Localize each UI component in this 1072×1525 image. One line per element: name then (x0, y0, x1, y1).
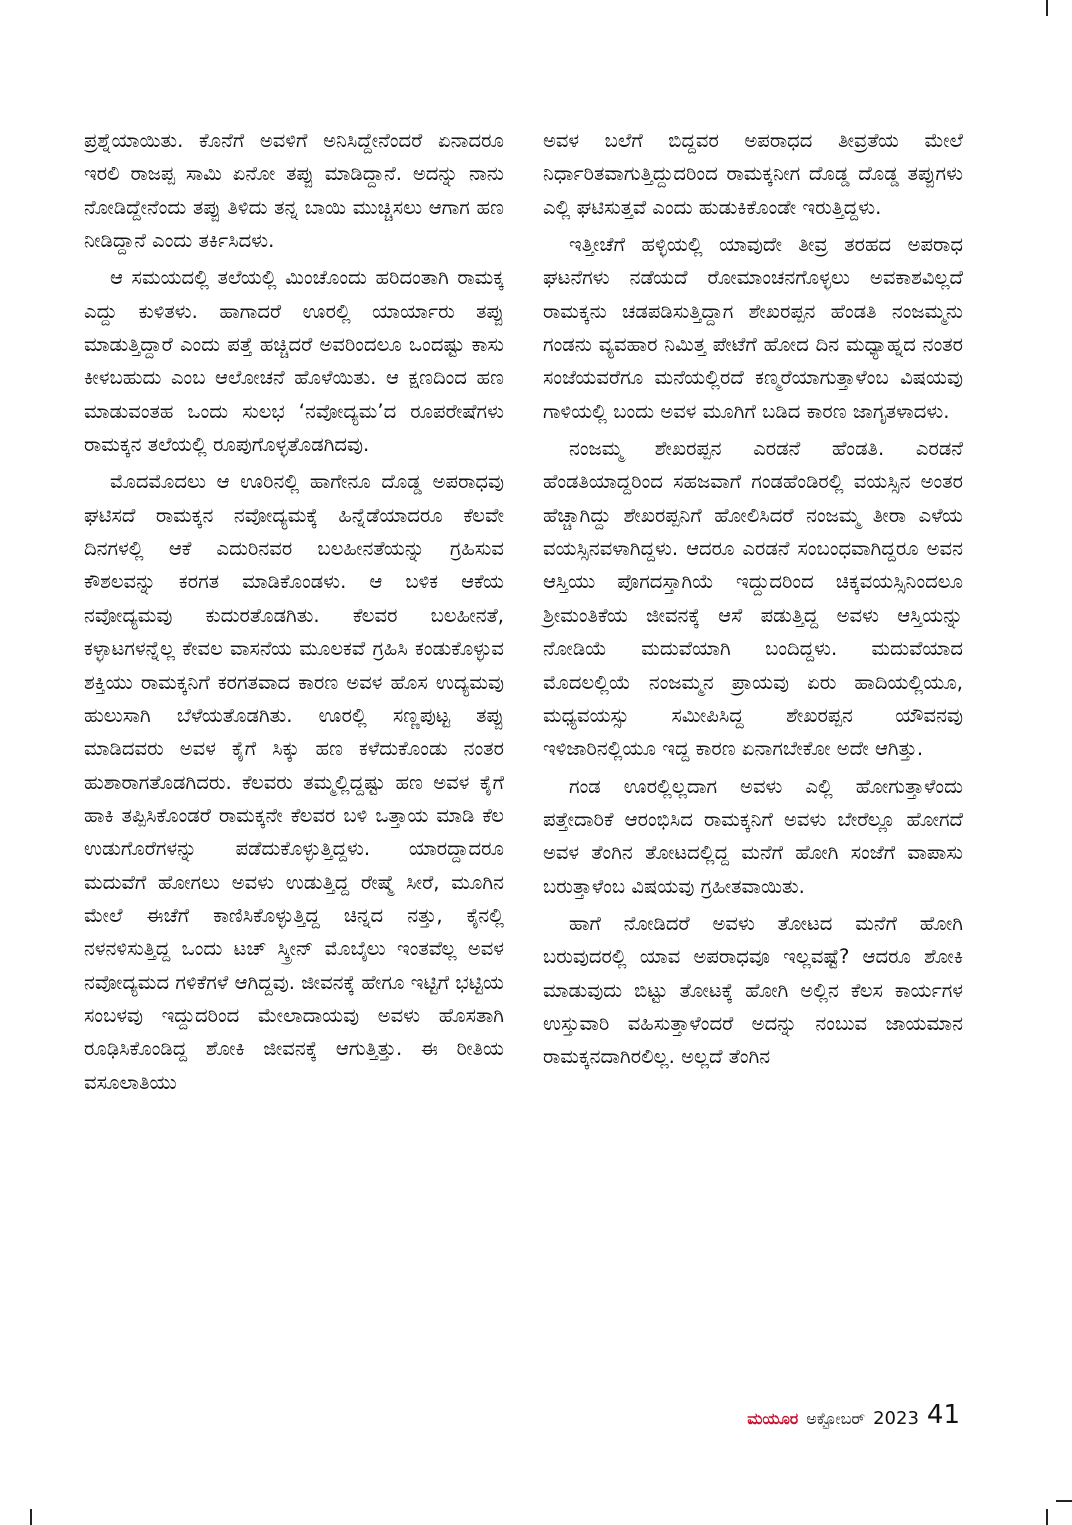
paragraph: ಅವಳ ಬಲೆಗೆ ಬಿದ್ದವರ ಅಪರಾಧದ ತೀವ್ರತೆಯ ಮೇಲೆ ನಿರ್ಧಾರಿತವಾಗುತ್ತಿದ್ದುದರಿಂದ ರಾಮಕ್ಕನೀಗ ದೊಡ್ಡ ದೊಡ್ಡ ತಪ್ಪುಗಳು ಎಲ್ಲಿ ಘಟಿಸುತ್ತವೆ ಎಂದು ಹುಡುಕಿಕೊಂಡೇ ಇರುತ್ತಿದ್ದಳು. (543, 129, 963, 219)
paragraph: ಗಂಡ ಊರಲ್ಲಿಲ್ಲದಾಗ ಅವಳು ಎಲ್ಲಿ ಹೋಗುತ್ತಾಳೆಂದು ಪತ್ತೇದಾರಿಕೆ ಆರಂಭಿಸಿದ ರಾಮಕ್ಕನಿಗೆ ಅವಳು ಬೇರೆಲ್ಲೂ ಹೋಗದೆ ಅವಳ ತೆಂಗಿನ ತೋಟದಲ್ಲಿದ್ದ ಮನೆಗೆ ಹೋಗಿ ಸಂಜೆಗೆ ವಾಪಾಸು ಬರುತ್ತಾಳೆಂಬ ವಿಷಯವು ಗ್ರಹೀತವಾಯಿತು. (543, 774, 963, 898)
crop-mark (1046, 1509, 1048, 1525)
page-number: 41 (926, 1400, 960, 1430)
paragraph: ಹಾಗೆ ನೋಡಿದರೆ ಅವಳು ತೋಟದ ಮನೆಗೆ ಹೋಗಿ ಬರುವುದರಲ್ಲಿ ಯಾವ ಅಪರಾಧವೂ ಇಲ್ಲವಷ್ಟೆ? ಆದರೂ ಶೋಕಿ ಮಾಡುವುದು ಬಿಟ್ಟು ತೋಟಕ್ಕೆ ಹೋಗಿ ಅಲ್ಲಿನ ಕೆಲಸ ಕಾರ್ಯಗಳ ಉಸ್ತುವಾರಿ ವಹಿಸುತ್ತಾಳೆಂದರೆ ಅದನ್ನು ನಂಬುವ ಜಾಯಮಾನ ರಾಮಕ್ಕನದಾಗಿರಲಿಲ್ಲ. ಅಲ್ಲದೆ ತೆಂಗಿನ (543, 911, 963, 1069)
crop-mark (1046, 0, 1048, 16)
left-column (84, 124, 504, 1103)
issue-month: ಅಕ್ಟೋಬರ್ (806, 1409, 866, 1428)
crop-mark (30, 1509, 32, 1525)
crop-mark (1056, 1500, 1072, 1502)
paragraph: ಇತ್ತೀಚೆಗೆ ಹಳ್ಳಿಯಲ್ಲಿ ಯಾವುದೇ ತೀವ್ರ ತರಹದ ಅಪರಾಧ ಘಟನೆಗಳು ನಡೆಯದೆ ರೋಮಾಂಚನಗೊಳ್ಳಲು ಅವಕಾಶವಿಲ್ಲದೆ ರಾಮಕ್ಕನು ಚಡಪಡಿಸುತ್ತಿದ್ದಾಗ ಶೇಖರಪ್ಪನ ಹೆಂಡತಿ ನಂಜಮ್ಮನು ಗಂಡನು ವ್ಯವಹಾರ ನಿಮಿತ್ತ ಪೇಟೆಗೆ ಹೋದ ದಿನ ಮಧ್ಯಾಹ್ನದ ನಂತರ ಸಂಜೆಯವರೆಗೂ ಮನೆಯಲ್ಲಿರದೆ ಕಣ್ಮರೆಯಾಗುತ್ತಾಳೆಂಬ ವಿಷಯವು ಗಾಳಿಯಲ್ಲಿ ಬಂದು ಅವಳ ಮೂಗಿಗೆ ಬಡಿದ ಕಾರಣ ಜಾಗೃತಳಾದಳು. (543, 233, 963, 423)
issue-year: 2023 (873, 1408, 919, 1429)
magazine-name: ಮಯೂರ (747, 1409, 799, 1428)
paragraph: ಆ ಸಮಯದಲ್ಲಿ ತಲೆಯಲ್ಲಿ ಮಿಂಚೊಂದು ಹರಿದಂತಾಗಿ ರಾಮಕ್ಕ ಎದ್ದು ಕುಳಿತಳು. ಹಾಗಾದರೆ ಊರಲ್ಲಿ ಯಾರ್ಯಾರು ತಪ್ಪು ಮಾಡುತ್ತಿದ್ದಾರೆ ಎಂದು ಪತ್ತೆ ಹಚ್ಚಿದರೆ ಅವರಿಂದಲೂ ಒಂದಷ್ಟು ಕಾಸು ಕೀಳಬಹುದು ಎಂಬ ಆಲೋಚನೆ ಹೊಳೆಯಿತು. ಆ ಕ್ಷಣದಿಂದ ಹಣ ಮಾಡುವಂತಹ ಒಂದು ಸುಲಭ ‘ನವೋದ್ಯಮ’ದ ರೂಪರೇಷೆಗಳು ರಾಮಕ್ಕನ ತಲೆಯಲ್ಲಿ ರೂಪುಗೊಳ್ಳತೊಡಗಿದವು. (84, 266, 504, 457)
page-footer (700, 1393, 960, 1429)
paragraph: ಪ್ರಶ್ನೆಯಾಯಿತು. ಕೊನೆಗೆ ಅವಳಿಗೆ ಅನಿಸಿದ್ದೇನೆಂದರೆ ಏನಾದರೂ ಇರಲಿ ರಾಜಪ್ಪ ಸಾಮಿ ಏನೋ ತಪ್ಪು ಮಾಡಿದ್ದಾನೆ. ಅದನ್ನು ನಾನು ನೋಡಿದ್ದೇನೆಂದು ತಪ್ಪು ತಿಳಿದು ತನ್ನ ಬಾಯಿ ಮುಚ್ಚಿಸಲು ಆಗಾಗ ಹಣ ನೀಡಿದ್ದಾನೆ ಎಂದು ತರ್ಕಿಸಿದಳು. (84, 129, 504, 253)
paragraph: ಮೊದಮೊದಲು ಆ ಊರಿನಲ್ಲಿ ಹಾಗೇನೂ ದೊಡ್ಡ ಅಪರಾಧವು ಘಟಿಸದೆ ರಾಮಕ್ಕನ ನವೋದ್ಯಮಕ್ಕೆ ಹಿನ್ನೆಡೆಯಾದರೂ ಕೆಲವೇ ದಿನಗಳಲ್ಲಿ ಆಕೆ ಎದುರಿನವರ ಬಲಹೀನತೆಯನ್ನು ಗ್ರಹಿಸುವ ಕೌಶಲವನ್ನು ಕರಗತ ಮಾಡಿಕೊಂಡಳು. ಆ ಬಳಿಕ ಆಕೆಯ ನವೋದ್ಯಮವು ಕುದುರತೊಡಗಿತು. ಕೆಲವರ ಬಲಹೀನತೆ, ಕಳ್ಳಾಟಗಳನ್ನೆಲ್ಲ ಕೇವಲ ವಾಸನೆಯ ಮೂಲಕವೆ ಗ್ರಹಿಸಿ ಕಂಡುಕೊಳ್ಳುವ ಶಕ್ತಿಯು ರಾಮಕ್ಕನಿಗೆ ಕರಗತವಾದ ಕಾರಣ ಅವಳ ಹೊಸ ಉದ್ಯಮವು ಹುಲುಸಾಗಿ ಬೆಳೆಯತೊಡಗಿತು. ಊರಲ್ಲಿ ಸಣ್ಣಪುಟ್ಟ ತಪ್ಪು ಮಾಡಿದವರು ಅವಳ ಕೈಗೆ ಸಿಕ್ಕು ಹಣ ಕಳೆದುಕೊಂಡು ನಂತರ ಹುಶಾರಾಗತೊಡಗಿದರು. ಕೆಲವರು ತಮ್ಮಲ್ಲಿದ್ದಷ್ಟು ಹಣ ಅವಳ ಕೈಗೆ ಹಾಕಿ ತಪ್ಪಿಸಿಕೊಂಡರೆ ರಾಮಕ್ಕನೇ ಕೆಲವರ ಬಳಿ ಒತ್ತಾಯ ಮಾಡಿ ಕೆಲ ಉಡುಗೊರೆಗಳನ್ನು ಪಡೆದುಕೊಳ್ಳುತ್ತಿದ್ದಳು. ಯಾರದ್ದಾದರೂ ಮದುವೆಗೆ ಹೋಗಲು ಅವಳು ಉಡುತ್ತಿದ್ದ ರೇಷ್ಮೆ ಸೀರೆ, ಮೂಗಿನ ಮೇಲೆ ಈಚೆಗೆ ಕಾಣಿಸಿಕೊಳ್ಳುತ್ತಿದ್ದ ಚಿನ್ನದ ನತ್ತು, ಕೈನಲ್ಲಿ ನಳನಳಿಸುತ್ತಿದ್ದ ಒಂದು ಟಚ್ ಸ್ಕ್ರೀನ್ ಮೊಬೈಲು ಇಂತವೆಲ್ಲ ಅವಳ ನವೋದ್ಯಮದ ಗಳಿಕೆಗಳೆ ಆಗಿದ್ದವು. ಜೀವನಕ್ಕೆ ಹೇಗೂ ಇಟ್ಟಿಗೆ ಭಟ್ಟಿಯ ಸಂಬಳವು ಇದ್ದುದರಿಂದ ಮೇಲಾದಾಯವು ಅವಳು ಹೊಸತಾಗಿ ರೂಢಿಸಿಕೊಂಡಿದ್ದ ಶೋಕಿ ಜೀವನಕ್ಕೆ ಆಗುತ್ತಿತ್ತು. ಈ ರೀತಿಯ ವಸೂಲಾತಿಯು (84, 470, 504, 1094)
paragraph: ನಂಜಮ್ಮ ಶೇಖರಪ್ಪನ ಎರಡನೆ ಹೆಂಡತಿ. ಎರಡನೆ ಹೆಂಡತಿಯಾದ್ದರಿಂದ ಸಹಜವಾಗೆ ಗಂಡಹೆಂಡಿರಲ್ಲಿ ವಯಸ್ಸಿನ ಅಂತರ ಹೆಚ್ಚಾಗಿದ್ದು ಶೇಖರಪ್ಪನಿಗೆ ಹೋಲಿಸಿದರೆ ನಂಜಮ್ಮ ತೀರಾ ಎಳೆಯ ವಯಸ್ಸಿನವಳಾಗಿದ್ದಳು. ಆದರೂ ಎರಡನೆ ಸಂಬಂಧವಾಗಿದ್ದರೂ ಅವನ ಆಸ್ತಿಯು ಪೊಗದಸ್ತಾಗಿಯೆ ಇದ್ದುದರಿಂದ ಚಿಕ್ಕವಯಸ್ಸಿನಿಂದಲೂ ಶ್ರೀಮಂತಿಕೆಯ ಜೀವನಕ್ಕೆ ಆಸೆ ಪಡುತ್ತಿದ್ದ ಅವಳು ಆಸ್ತಿಯನ್ನು ನೋಡಿಯೆ ಮದುವೆಯಾಗಿ ಬಂದಿದ್ದಳು. ಮದುವೆಯಾದ ಮೊದಲಲ್ಲಿಯೆ ನಂಜಮ್ಮನ ಪ್ರಾಯವು ಏರು ಹಾದಿಯಲ್ಲಿಯೂ, ಮಧ್ಯವಯಸ್ಸು ಸಮೀಪಿಸಿದ್ದ ಶೇಖರಪ್ಪನ ಯೌವನವು ಇಳಿಜಾರಿನಲ್ಲಿಯೂ ಇದ್ದ ಕಾರಣ ಏನಾಗಬೇಕೋ ಅದೇ ಆಗಿತ್ತು. (543, 437, 963, 761)
right-column (543, 124, 963, 1078)
